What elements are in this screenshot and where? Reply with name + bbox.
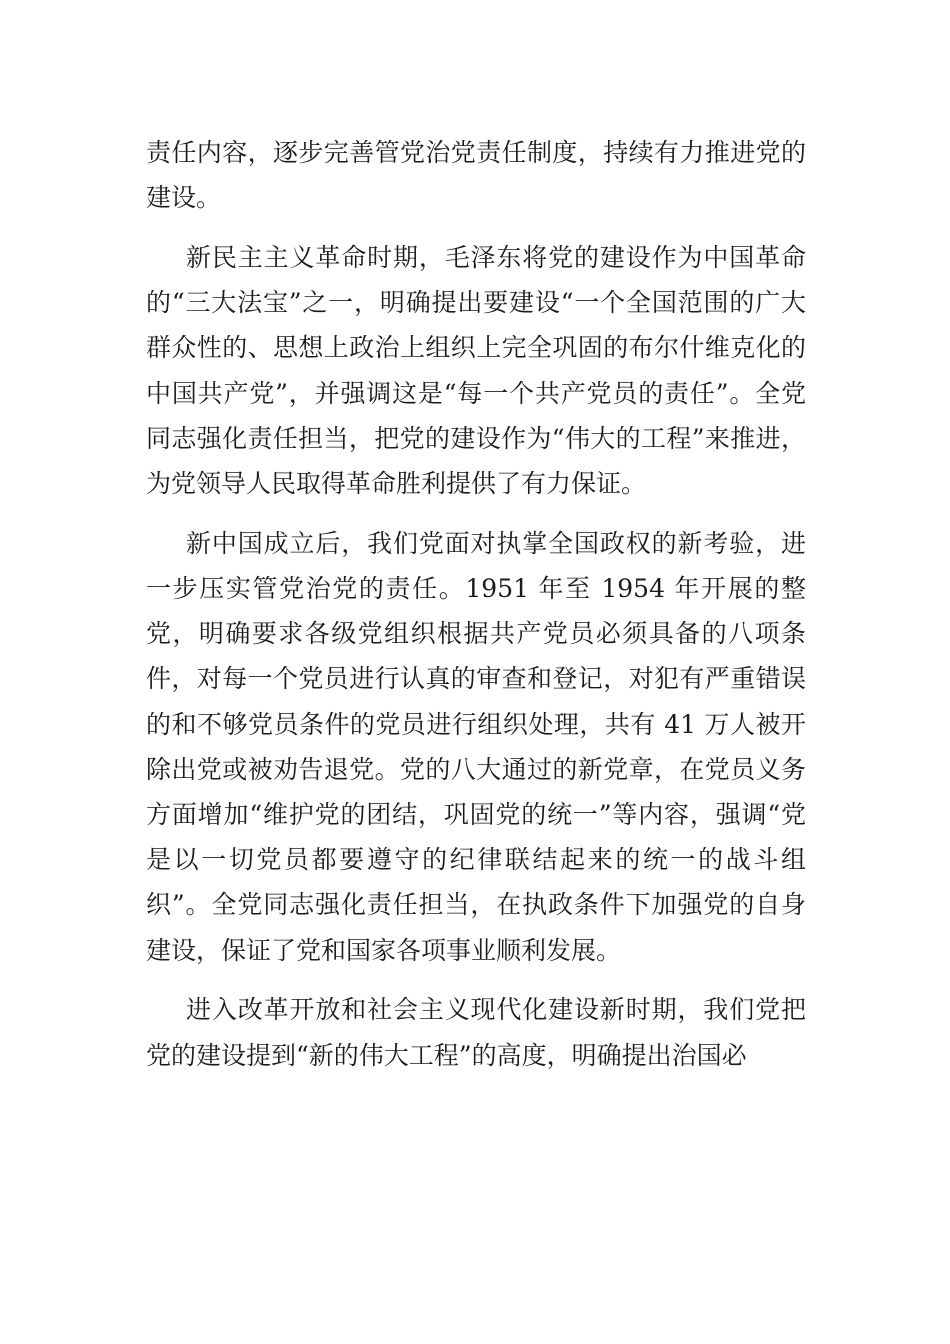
paragraph-new-democratic-revolution: 新民主主义革命时期，毛泽东将党的建设作为中国革命的“三大法宝”之一，明确提出要建设“一个全国范围的广大群众性的、思想上政治上组织上完全巩固的布尔什维克化的中国共产党”，并强调这是“每一个共产党员的责任”。全党同志强化责任担当，把党的建设作为“伟大的工程”来推进，为党领导人民取得革命胜利提供了有力保证。 — [146, 243, 806, 499]
paragraph-reform-opening: 进入改革开放和社会主义现代化建设新时期，我们党把党的建设提到“新的伟大工程”的高度，明确提出治国必 — [146, 995, 806, 1070]
paragraph-new-china-founding: 新中国成立后，我们党面对执掌全国政权的新考验，进一步压实管党治党的责任。1951 年至 1954 年开展的整党，明确要求各级党组织根据共产党员必须具备的八项条件，对每一个党员进行认真的审查和登记，对犯有严重错误的和不够党员条件的党员进行组织处理，共有 41 万人被开除出党或被劝告退党。党的八大通过的新党章，在党员义务方面增加“维护党的团结，巩固党的统一”等内容，强调“党是以一切党员都要遵守的纪律联结起来的统一的战斗组织”。全党同志强化责任担当，在执政条件下加强党的自身建设，保证了党和国家各项事业顺利发展。 — [146, 528, 806, 965]
body-text — [146, 130, 806, 1092]
paragraph-continuation: 责任内容，逐步完善管党治党责任制度，持续有力推进党的建设。 — [146, 138, 806, 213]
